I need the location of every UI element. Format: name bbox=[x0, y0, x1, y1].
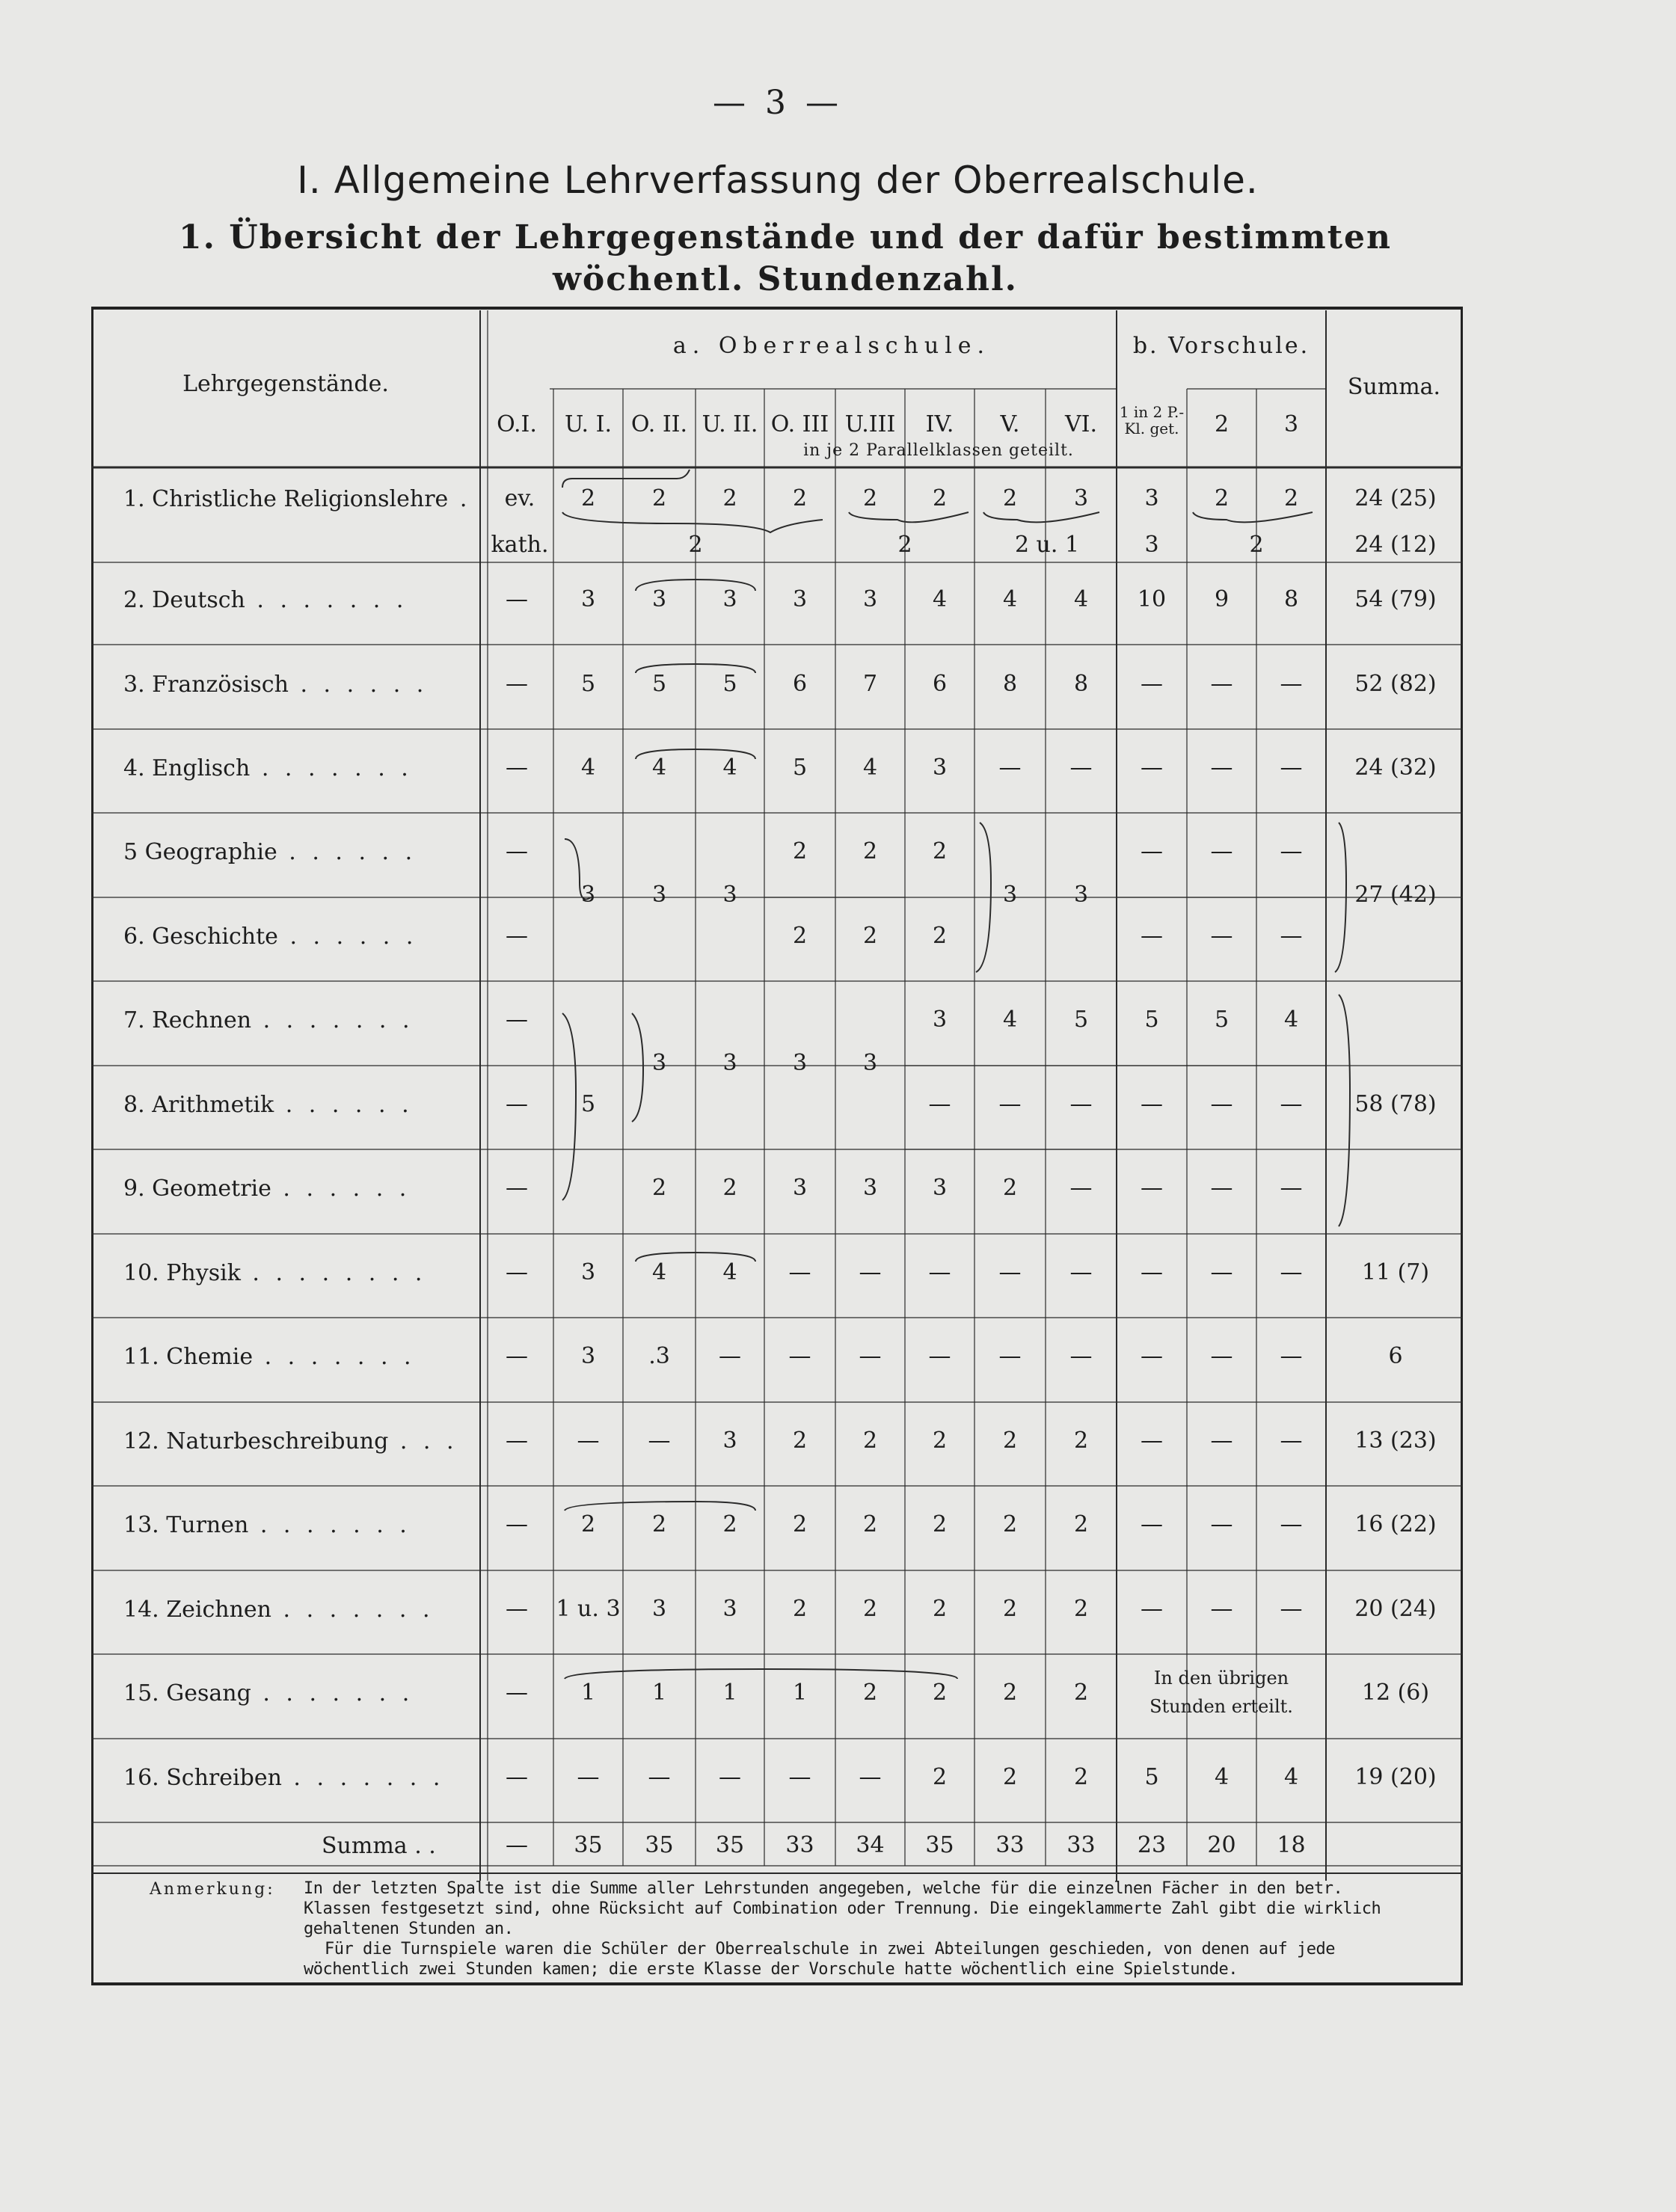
lesson-hours-cell: 9 bbox=[1214, 586, 1230, 612]
lesson-hours-cell: — bbox=[577, 1428, 600, 1454]
leader-dots: . . . . . . . bbox=[251, 1007, 414, 1033]
row-subject-label bbox=[123, 1765, 444, 1791]
lesson-hours-cell: — bbox=[506, 1175, 528, 1201]
lesson-hours-cell: — bbox=[1280, 1511, 1303, 1537]
subject-name: 16. Schreiben bbox=[123, 1765, 282, 1791]
lesson-hours-cell: 3 bbox=[932, 1175, 948, 1201]
lesson-hours-cell: — bbox=[506, 1764, 528, 1790]
lesson-hours-cell: — bbox=[1141, 1511, 1163, 1537]
row-sum: 6 bbox=[1388, 1343, 1403, 1369]
header-column: VI. bbox=[1064, 411, 1098, 437]
lesson-hours-cell: — bbox=[1210, 1428, 1233, 1454]
lesson-hours-cell: — bbox=[506, 1511, 528, 1537]
lesson-hours-cell: — bbox=[506, 1091, 528, 1117]
header-column: 2 bbox=[1214, 411, 1230, 437]
lesson-hours-cell: 4 bbox=[651, 755, 667, 781]
lesson-hours-cell: 2 bbox=[1002, 1596, 1018, 1622]
lesson-hours-cell: 2 bbox=[1002, 1428, 1018, 1454]
lesson-hours-cell: 1 bbox=[722, 1680, 737, 1706]
lesson-hours-cell: — bbox=[1141, 1343, 1163, 1369]
lesson-hours-cell: 5 bbox=[580, 1091, 596, 1117]
header-column: 1 in 2 P.-Kl. get. bbox=[1119, 403, 1185, 437]
summa-cell: 34 bbox=[856, 1832, 885, 1858]
lesson-hours-cell: 1 bbox=[651, 1680, 667, 1706]
lesson-hours-cell: 4 bbox=[1073, 586, 1089, 612]
leader-dots: . . . . . . . . bbox=[240, 1260, 427, 1286]
lesson-hours-cell: 2 bbox=[1073, 1680, 1089, 1706]
lesson-hours-cell: 3 bbox=[580, 1343, 596, 1369]
header-vorschule: b. Vorschule. bbox=[1132, 333, 1310, 359]
brace-mark bbox=[1193, 512, 1313, 522]
brace-mark bbox=[565, 1669, 957, 1679]
subject-name: 6. Geschichte bbox=[123, 924, 278, 950]
note-text bbox=[304, 1878, 1411, 1979]
note-line-2: Für die Turnspiele waren die Schüler der Oberrealschule in zwei Abteilungen geschieden, von denen auf jede wöchentlich zwei Stunden kamen; die erste Klasse der Vorschule hatte wöchentlich eine Spielstunde. bbox=[304, 1940, 1335, 1979]
row-sum: 52 (82) bbox=[1354, 671, 1437, 697]
lesson-hours-cell: 2 bbox=[1002, 485, 1018, 511]
subject-name: 5 Geographie bbox=[123, 839, 277, 865]
lesson-hours-cell: — bbox=[788, 1259, 811, 1285]
row-subject-label bbox=[123, 1597, 434, 1623]
lesson-hours-cell: 2 bbox=[932, 485, 948, 511]
subject-name: 10. Physik bbox=[123, 1260, 241, 1286]
lesson-hours-cell: — bbox=[1141, 1175, 1163, 1201]
lesson-hours-cell: 4 bbox=[1002, 586, 1018, 612]
subject-name: 14. Zeichnen bbox=[123, 1597, 271, 1623]
lesson-hours-cell: — bbox=[788, 1764, 811, 1790]
lesson-hours-cell: 3 bbox=[1073, 485, 1089, 511]
lesson-hours-cell: — bbox=[719, 1764, 741, 1790]
lesson-hours-cell: — bbox=[1141, 923, 1163, 949]
lesson-hours-cell: 3 bbox=[722, 1596, 737, 1622]
summa-cell: 33 bbox=[785, 1832, 814, 1858]
lesson-hours-cell: 5 bbox=[651, 671, 667, 697]
lesson-hours-cell: — bbox=[1210, 755, 1233, 781]
row-sum: 16 (22) bbox=[1354, 1511, 1437, 1537]
leader-dots: . . . . . . . bbox=[248, 1512, 411, 1538]
header-column: U.III bbox=[844, 411, 896, 437]
lesson-hours-cell: — bbox=[1141, 1596, 1163, 1622]
row-sum: 19 (20) bbox=[1354, 1764, 1437, 1790]
lesson-hours-cell: — bbox=[1069, 1343, 1093, 1369]
header-column: IV. bbox=[925, 411, 954, 437]
lesson-hours-cell: 2 bbox=[580, 1511, 596, 1537]
denomination-label: kath. bbox=[491, 532, 549, 558]
lesson-hours-cell: — bbox=[506, 838, 528, 864]
header-parallel-note: in je 2 Parallelklassen geteilt. bbox=[803, 441, 1074, 460]
lesson-hours-cell: 2 bbox=[862, 1596, 878, 1622]
summa-cell: 33 bbox=[995, 1832, 1025, 1858]
lesson-hours-cell: 8 bbox=[1002, 671, 1018, 697]
lesson-hours-cell: 4 bbox=[580, 755, 596, 781]
leader-dots: . . . . . . . bbox=[271, 1597, 435, 1623]
subject-name: 1. Christliche Religionslehre bbox=[123, 486, 449, 512]
row-subject-label bbox=[123, 1176, 411, 1202]
lesson-hours-cell: — bbox=[506, 755, 528, 781]
lesson-hours-cell: — bbox=[1210, 1343, 1233, 1369]
lesson-hours-cell: 2 bbox=[862, 485, 878, 511]
row-subject-label bbox=[123, 924, 417, 950]
lesson-hours-cell: — bbox=[1069, 1175, 1093, 1201]
lesson-hours-cell: .3 bbox=[648, 1343, 670, 1369]
subject-name: 15. Gesang bbox=[123, 1680, 251, 1706]
lesson-hours-cell: 2 bbox=[1283, 485, 1299, 511]
summa-cell: 35 bbox=[715, 1832, 745, 1858]
lesson-hours-cell: — bbox=[1210, 838, 1233, 864]
row-sum: 58 (78) bbox=[1354, 1091, 1437, 1117]
lesson-hours-cell: — bbox=[1069, 1259, 1093, 1285]
lesson-hours-cell: 3 bbox=[722, 586, 737, 612]
header-oberrealschule: a. Oberrealschule. bbox=[672, 333, 991, 359]
subject-name: 2. Deutsch bbox=[123, 587, 245, 613]
lesson-hours-cell: 3 bbox=[651, 586, 667, 612]
lesson-hours-cell: 1 bbox=[792, 1680, 808, 1706]
lesson-hours-cell: 4 bbox=[722, 1259, 737, 1285]
subject-name: 11. Chemie bbox=[123, 1344, 254, 1370]
lesson-hours-cell: 2 bbox=[722, 1175, 737, 1201]
lesson-hours-cell: 2 bbox=[932, 1596, 948, 1622]
lesson-hours-cell: — bbox=[928, 1091, 951, 1117]
lesson-hours-cell: — bbox=[506, 586, 528, 612]
row-subject-label bbox=[123, 839, 417, 865]
lesson-hours-cell: 4 bbox=[722, 755, 737, 781]
subject-name: 7. Rechnen bbox=[123, 1007, 252, 1033]
summa-cell: 18 bbox=[1277, 1832, 1306, 1858]
lesson-hours-cell: — bbox=[1141, 838, 1163, 864]
lesson-hours-cell: 4 bbox=[1002, 1007, 1018, 1033]
lesson-hours-cell: 3 bbox=[862, 586, 878, 612]
brace-mark bbox=[562, 512, 823, 532]
lesson-hours-cell: 3 bbox=[1144, 532, 1159, 558]
lesson-hours-cell: 2 u. 1 bbox=[1014, 532, 1080, 558]
lesson-hours-cell: — bbox=[577, 1764, 600, 1790]
lesson-hours-cell: — bbox=[1280, 1596, 1303, 1622]
summa-cell: 35 bbox=[645, 1832, 674, 1858]
lesson-hours-cell: 2 bbox=[932, 1680, 948, 1706]
subject-name: 12. Naturbeschreibung bbox=[123, 1428, 389, 1454]
lesson-hours-cell: 4 bbox=[862, 755, 878, 781]
lesson-hours-cell: 2 bbox=[722, 485, 737, 511]
lesson-hours-cell: 2 bbox=[792, 485, 808, 511]
lesson-hours-cell: — bbox=[1069, 1091, 1093, 1117]
lesson-hours-cell: 5 bbox=[1144, 1007, 1159, 1033]
row-sum: 12 (6) bbox=[1361, 1680, 1430, 1706]
lesson-hours-cell: — bbox=[859, 1343, 882, 1369]
lesson-hours-cell: 5 bbox=[792, 755, 808, 781]
lesson-hours-cell: 3 bbox=[792, 1175, 808, 1201]
lesson-hours-cell: 3 bbox=[580, 1259, 596, 1285]
lesson-hours-cell: 2 bbox=[792, 923, 808, 949]
lesson-hours-cell: 2 bbox=[1073, 1764, 1089, 1790]
lesson-hours-cell: 2 bbox=[932, 923, 948, 949]
header-column: 3 bbox=[1283, 411, 1299, 437]
subject-name: 8. Arithmetik bbox=[123, 1092, 274, 1118]
lesson-hours-cell: — bbox=[506, 1680, 528, 1706]
header-summa: Summa. bbox=[1347, 374, 1441, 400]
lesson-hours-cell: 2 bbox=[580, 485, 596, 511]
row-subject-label bbox=[123, 1007, 414, 1033]
lesson-hours-cell: 4 bbox=[1283, 1764, 1299, 1790]
lesson-hours-cell: — bbox=[1280, 1175, 1303, 1201]
leader-dots: . . . . . . bbox=[277, 839, 417, 865]
row-subject-label bbox=[123, 755, 413, 781]
lesson-hours-cell: — bbox=[1280, 671, 1303, 697]
row-sum: 24 (32) bbox=[1354, 755, 1437, 781]
lesson-hours-cell: — bbox=[859, 1259, 882, 1285]
lesson-hours-cell: 3 bbox=[722, 1050, 737, 1076]
lesson-hours-cell: — bbox=[1280, 1428, 1303, 1454]
lesson-hours-cell: 2 bbox=[897, 532, 912, 558]
lesson-hours-cell: — bbox=[506, 1428, 528, 1454]
subject-name: 9. Geometrie bbox=[123, 1176, 271, 1202]
lesson-hours-cell: 2 bbox=[1214, 485, 1230, 511]
leader-dots: . . . . . . bbox=[271, 1176, 411, 1202]
summa-cell: — bbox=[506, 1832, 528, 1858]
header-column: O.I. bbox=[497, 411, 537, 437]
lesson-hours-cell: — bbox=[1280, 1259, 1303, 1285]
lesson-hours-cell: 2 bbox=[932, 1428, 948, 1454]
lesson-hours-cell: 2 bbox=[688, 532, 703, 558]
row-sum: 24 (25) bbox=[1354, 485, 1437, 511]
lesson-hours-cell: 1 bbox=[580, 1680, 596, 1706]
header-column: U. II. bbox=[702, 411, 758, 437]
lesson-hours-cell: 6 bbox=[932, 671, 948, 697]
header-column: V. bbox=[1000, 411, 1020, 437]
lesson-hours-cell: — bbox=[998, 1343, 1022, 1369]
lesson-hours-cell: — bbox=[506, 1596, 528, 1622]
lesson-hours-cell: 3 bbox=[651, 1050, 667, 1076]
lesson-hours-cell: — bbox=[998, 1259, 1022, 1285]
lesson-hours-cell: 2 bbox=[862, 1680, 878, 1706]
lesson-hours-cell: 3 bbox=[792, 1050, 808, 1076]
lesson-hours-cell: 2 bbox=[932, 1764, 948, 1790]
lesson-hours-cell: 2 bbox=[651, 1175, 667, 1201]
lesson-hours-cell: — bbox=[1210, 923, 1233, 949]
lesson-hours-cell: 2 bbox=[651, 1511, 667, 1537]
lesson-hours-cell: — bbox=[719, 1343, 741, 1369]
lesson-hours-cell: 5 bbox=[1144, 1764, 1159, 1790]
lesson-hours-cell: 2 bbox=[862, 1511, 878, 1537]
brace-mark bbox=[849, 512, 969, 522]
header-column: U. I. bbox=[565, 411, 612, 437]
lesson-hours-cell: — bbox=[1210, 1091, 1233, 1117]
summa-label: Summa . . bbox=[322, 1833, 436, 1859]
row-sum: 54 (79) bbox=[1354, 586, 1437, 612]
leader-dots: . . . . . . . bbox=[250, 755, 413, 781]
brace-mark bbox=[983, 512, 1099, 522]
lesson-hours-cell: 2 bbox=[792, 1596, 808, 1622]
lesson-hours-cell: 3 bbox=[651, 882, 667, 908]
lesson-hours-cell: — bbox=[648, 1428, 671, 1454]
lesson-hours-cell: 2 bbox=[1073, 1511, 1089, 1537]
note-label: Anmerkung: bbox=[150, 1880, 275, 1899]
leader-dots: . . . bbox=[388, 1428, 458, 1454]
header-column: O. II. bbox=[630, 411, 688, 437]
lesson-hours-cell: 5 bbox=[580, 671, 596, 697]
lesson-hours-cell: 8 bbox=[1283, 586, 1299, 612]
lesson-hours-cell: 2 bbox=[792, 1428, 808, 1454]
lesson-hours-cell: 7 bbox=[862, 671, 878, 697]
summa-cell: 23 bbox=[1137, 1832, 1167, 1858]
lesson-hours-cell: 2 bbox=[932, 838, 948, 864]
lesson-hours-cell: 10 bbox=[1137, 586, 1167, 612]
lesson-hours-cell: — bbox=[1141, 1259, 1163, 1285]
row-sum: 24 (12) bbox=[1354, 532, 1437, 558]
leader-dots: . bbox=[448, 486, 472, 512]
lesson-hours-cell: 5 bbox=[722, 671, 737, 697]
row-sum: 27 (42) bbox=[1354, 882, 1437, 908]
lesson-hours-cell: 3 bbox=[651, 1596, 667, 1622]
lesson-hours-cell: 2 bbox=[651, 485, 667, 511]
lesson-hours-cell: — bbox=[1210, 1175, 1233, 1201]
subject-name: 4. Englisch bbox=[123, 755, 251, 781]
lesson-hours-cell: — bbox=[1280, 923, 1303, 949]
lesson-hours-cell: — bbox=[1210, 1259, 1233, 1285]
leader-dots: . . . . . . . bbox=[281, 1765, 445, 1791]
lesson-hours-cell: 3 bbox=[1144, 485, 1159, 511]
leader-dots: . . . . . . . bbox=[251, 1680, 414, 1706]
header-column: O. III bbox=[770, 411, 829, 437]
row-subject-label bbox=[123, 486, 471, 512]
lesson-hours-cell: 6 bbox=[792, 671, 808, 697]
main-title: I. Allgemeine Lehrverfassung der Oberrealschule. bbox=[297, 159, 1259, 202]
lesson-hours-cell: 2 bbox=[1002, 1680, 1018, 1706]
lesson-hours-cell: — bbox=[1210, 671, 1233, 697]
vorschule-note: In den übrigen Stunden erteilt. bbox=[1149, 1668, 1293, 1717]
lesson-hours-cell: 5 bbox=[1073, 1007, 1089, 1033]
lesson-hours-cell: 3 bbox=[722, 1428, 737, 1454]
lesson-hours-cell: — bbox=[1280, 1091, 1303, 1117]
lesson-hours-cell: 8 bbox=[1073, 671, 1089, 697]
lesson-hours-cell: — bbox=[1210, 1511, 1233, 1537]
lesson-hours-cell: 2 bbox=[792, 1511, 808, 1537]
row-subject-label bbox=[123, 1680, 414, 1706]
lesson-hours-cell: 3 bbox=[722, 882, 737, 908]
lesson-hours-cell: — bbox=[928, 1259, 951, 1285]
page-number: — 3 — bbox=[713, 84, 843, 122]
row-subject-label bbox=[123, 587, 408, 613]
subject-name: 3. Französisch bbox=[123, 672, 289, 698]
leader-dots: . . . . . . . bbox=[253, 1344, 416, 1370]
lesson-hours-cell: 2 bbox=[722, 1511, 737, 1537]
lesson-hours-cell: — bbox=[1069, 755, 1093, 781]
lesson-hours-cell: 2 bbox=[792, 838, 808, 864]
row-subject-label bbox=[123, 1344, 416, 1370]
lesson-hours-cell: 2 bbox=[1073, 1428, 1089, 1454]
lesson-hours-cell: — bbox=[859, 1764, 882, 1790]
lesson-hours-cell: — bbox=[788, 1343, 811, 1369]
lesson-hours-cell: 5 bbox=[1214, 1007, 1230, 1033]
lesson-hours-cell: 3 bbox=[1073, 882, 1089, 908]
row-subject-label bbox=[123, 672, 428, 698]
lesson-hours-cell: — bbox=[1141, 1091, 1163, 1117]
lesson-hours-cell: — bbox=[1210, 1596, 1233, 1622]
lesson-hours-cell: 3 bbox=[862, 1050, 878, 1076]
lesson-hours-cell: 2 bbox=[1002, 1511, 1018, 1537]
lesson-hours-cell: 2 bbox=[862, 923, 878, 949]
leader-dots: . . . . . . bbox=[274, 1092, 414, 1118]
denomination-label: ev. bbox=[504, 485, 535, 511]
leader-dots: . . . . . . bbox=[277, 924, 418, 950]
row-subject-label bbox=[123, 1512, 411, 1538]
lesson-hours-cell: — bbox=[998, 1091, 1022, 1117]
lesson-hours-cell: 2 bbox=[932, 1511, 948, 1537]
lesson-hours-cell: — bbox=[506, 1007, 528, 1033]
lesson-hours-cell: — bbox=[1280, 755, 1303, 781]
lesson-hours-cell: 2 bbox=[862, 838, 878, 864]
lesson-hours-cell: — bbox=[506, 1343, 528, 1369]
row-sum: 20 (24) bbox=[1354, 1596, 1437, 1622]
sub-title: 1. Übersicht der Lehrgegenstände und der dafür bestimmten wöchentl. Stundenzahl. bbox=[178, 218, 1393, 298]
lesson-hours-cell: 4 bbox=[1283, 1007, 1299, 1033]
row-sum: 11 (7) bbox=[1361, 1259, 1430, 1285]
leader-dots: . . . . . . . bbox=[245, 587, 408, 613]
leader-dots: . . . . . . bbox=[288, 672, 429, 698]
summa-cell: 33 bbox=[1066, 1832, 1096, 1858]
lesson-hours-cell: 2 bbox=[1073, 1596, 1089, 1622]
lesson-hours-cell: 3 bbox=[792, 586, 808, 612]
lesson-hours-cell: 3 bbox=[580, 586, 596, 612]
lesson-hours-cell: — bbox=[928, 1343, 951, 1369]
lesson-hours-cell: — bbox=[506, 923, 528, 949]
summa-cell: 20 bbox=[1207, 1832, 1236, 1858]
lesson-hours-cell: 2 bbox=[1002, 1764, 1018, 1790]
lesson-hours-cell: 1 u. 3 bbox=[556, 1596, 621, 1622]
lesson-hours-cell: 3 bbox=[1002, 882, 1018, 908]
lesson-hours-cell: — bbox=[1141, 1428, 1163, 1454]
lesson-hours-cell: — bbox=[506, 671, 528, 697]
lesson-hours-cell: — bbox=[506, 1259, 528, 1285]
lesson-hours-cell: 4 bbox=[1214, 1764, 1230, 1790]
lesson-hours-cell: — bbox=[1141, 755, 1163, 781]
row-sum: 13 (23) bbox=[1354, 1428, 1437, 1454]
lesson-hours-cell: — bbox=[1280, 838, 1303, 864]
brace-mark bbox=[565, 1502, 755, 1511]
summa-cell: 35 bbox=[574, 1832, 603, 1858]
lesson-hours-cell: — bbox=[1141, 671, 1163, 697]
lesson-hours-cell: 2 bbox=[1249, 532, 1264, 558]
lesson-hours-cell: 3 bbox=[580, 882, 596, 908]
row-subject-label bbox=[123, 1092, 414, 1118]
lesson-hours-cell: 2 bbox=[862, 1428, 878, 1454]
row-subject-label bbox=[123, 1428, 458, 1454]
lesson-hours-cell: 2 bbox=[1002, 1175, 1018, 1201]
lesson-hours-cell: 3 bbox=[862, 1175, 878, 1201]
lesson-hours-cell: 3 bbox=[932, 1007, 948, 1033]
lesson-hours-cell: — bbox=[998, 755, 1022, 781]
lesson-hours-cell: — bbox=[1280, 1343, 1303, 1369]
lesson-hours-cell: — bbox=[648, 1764, 671, 1790]
lesson-hours-cell: 3 bbox=[932, 755, 948, 781]
lesson-hours-cell: 4 bbox=[651, 1259, 667, 1285]
note-line-1: In der letzten Spalte ist die Summe aller Lehrstunden angegeben, welche für die einzelnen Fächer in den betr. Klassen festgesetzt sind, ohne Rücksicht auf Combination oder Trennung. Die eingeklammerte Zahl gibt die wirklich gehaltenen Stunden an. bbox=[304, 1879, 1381, 1938]
row-subject-label bbox=[123, 1260, 426, 1286]
header-subjects-label: Lehrgegenstände. bbox=[182, 371, 389, 397]
subject-name: 13. Turnen bbox=[123, 1512, 249, 1538]
lesson-hours-cell: 4 bbox=[932, 586, 948, 612]
summa-cell: 35 bbox=[925, 1832, 954, 1858]
